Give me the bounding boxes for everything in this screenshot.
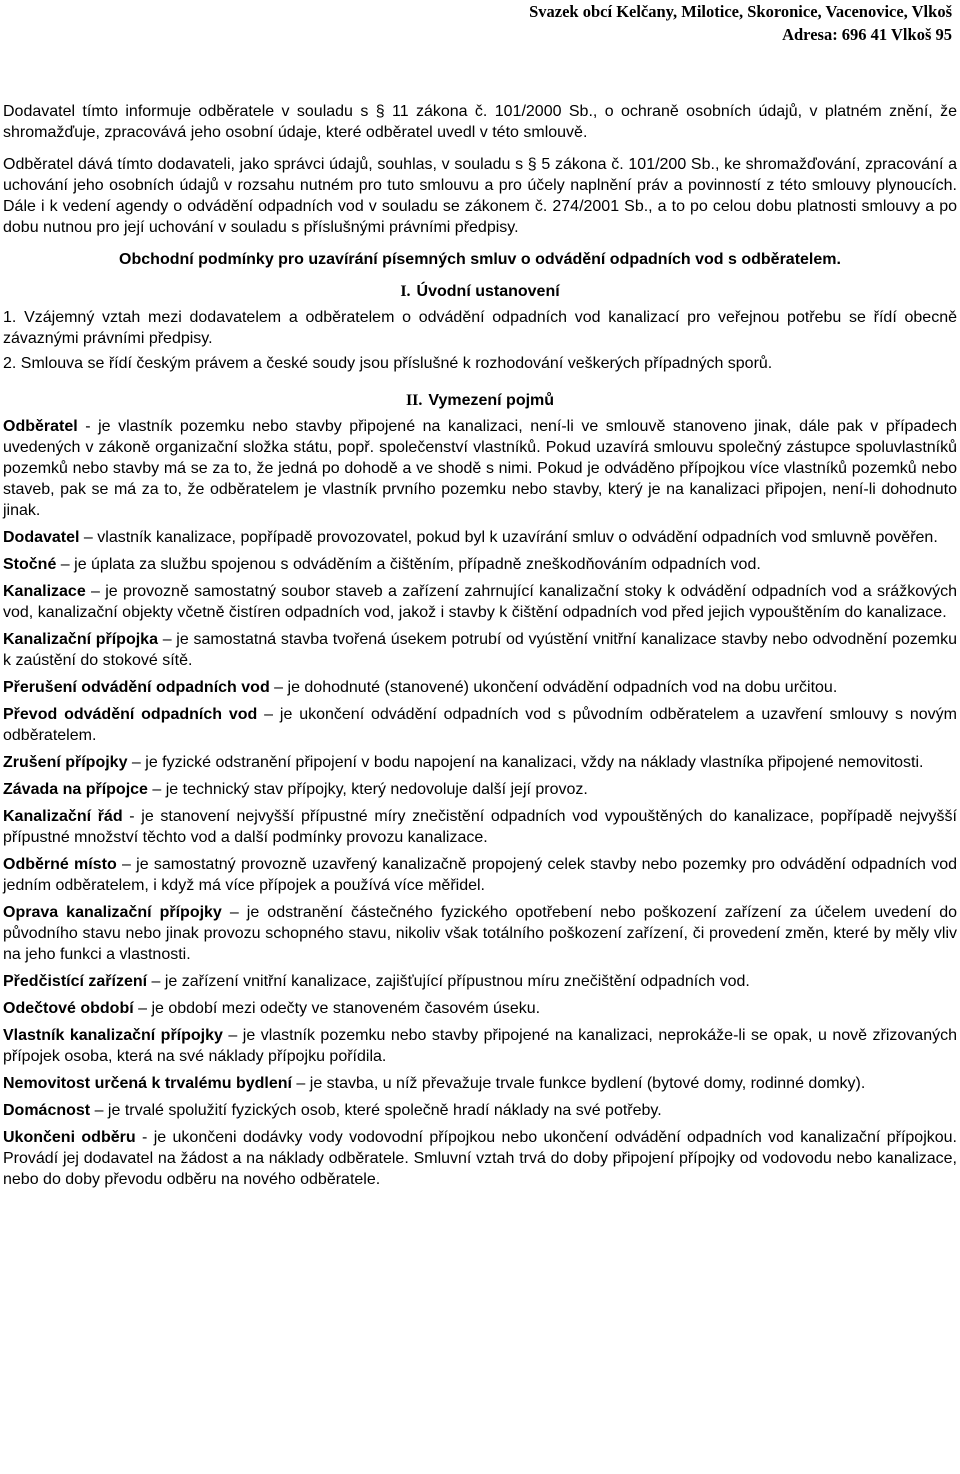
- definition-item: [3, 998, 957, 1019]
- definition-term: Kanalizace: [3, 583, 86, 600]
- definition-item: [3, 527, 957, 548]
- definition-text: – je provozně samostatný soubor staveb a zařízení zahrnující kanalizační stoky k odvádění odpadních vod a srážkových vod, kanalizační objekty včetně čistíren odpadních vod, jakož i stavby k čištění odpadních vod před jejich vypouštěním do kanalizace.: [3, 583, 957, 621]
- definition-item: [3, 677, 957, 698]
- definition-text: – je trvalé spolužití fyzických osob, které společně hradí náklady na své potřeby.: [90, 1102, 662, 1119]
- definition-text: – je odstranění částečného fyzického opotřebení nebo poškození zařízení za účelem uvedení do původního stavu nebo jinak provozu schopného stavu, nikoliv však totálního poškození zařízení, či provedení změn, které by měly vliv na jeho funkci a vlastnosti.: [3, 904, 957, 963]
- section-1-item: 1. Vzájemný vztah mezi dodavatelem a odběratelem o odvádění odpadních vod kanalizací pro veřejnou potřebu se řídí obecně závaznými právními předpisy.: [3, 309, 957, 347]
- definition-term: Zrušení přípojky: [3, 754, 128, 771]
- definition-item: [3, 581, 957, 623]
- definition-item: [3, 1127, 957, 1190]
- definition-text: – je období mezi odečty ve stanoveném časovém úseku.: [133, 1000, 541, 1017]
- definition-text: – je zařízení vnitřní kanalizace, zajišťující přípustnou míru znečištění odpadních vod.: [147, 973, 750, 990]
- definition-item: [3, 902, 957, 965]
- section-2-number: II.: [405, 392, 423, 409]
- definition-term: Předčistící zařízení: [3, 973, 148, 990]
- definition-text: – je samostatný provozně uzavřený kanalizačně propojený celek stavby nebo pozemky pro odvádění odpadních vod jedním odběratelem, i když má více přípojek a používá více měřidel.: [3, 856, 958, 894]
- section-1-title: Úvodní ustanovení: [416, 283, 560, 300]
- section-2-title: Vymezení pojmů: [428, 392, 555, 409]
- definition-text: – je stavba, u níž převažuje trvale funkce bydlení (bytové domy, rodinné domky).: [291, 1075, 866, 1092]
- definition-text: – je dohodnuté (stanovené) ukončení odvádění odpadních vod na dobu určitou.: [269, 679, 838, 696]
- definition-item: [3, 554, 957, 575]
- consent-paragraph: Odběratel dává tímto dodavateli, jako správci údajů, souhlas, v souladu s § 5 zákona č. 101/200 Sb., ke shromažďování, zpracování a uchování jeho osobních údajů v rozsahu nutném pro tuto smlouvu a pro účely naplnění práv a povinností z této smlouvy plynoucích. Dále i k vedení agendy o odvádění odpadních vod v souladu se zákonem č. 274/2001 Sb., a to po celou dobu platnosti smlouvy a po dobu nutnou pro její uchování v souladu s příslušnými právními předpisy.: [3, 156, 957, 236]
- definition-text: – je vlastník pozemku nebo stavby připojené na kanalizaci, neprokáže-li se opak, u nově zřizovaných přípojek osoba, která na své náklady přípojku pořídila.: [3, 1027, 958, 1065]
- definitions-list: [3, 416, 957, 1190]
- definition-item: [3, 629, 957, 671]
- definition-text: – je samostatná stavba tvořená úsekem potrubí od vyústění vnitřní kanalizace stavby nebo odvodnění pozemku k zaústění do stokové sítě.: [3, 631, 957, 669]
- section-1-heading: [3, 281, 957, 302]
- definition-term: Odběrné místo: [3, 856, 117, 873]
- section-2-heading: [3, 390, 957, 411]
- section-1-number: I.: [400, 283, 411, 300]
- definition-term: Ukončeni odběru: [3, 1129, 136, 1146]
- definition-item: [3, 1100, 957, 1121]
- definition-text: – vlastník kanalizace, popřípadě provozovatel, pokud byl k uzavírání smluv o odvádění odpadních vod smluvně pověřen.: [79, 529, 938, 546]
- definition-term: Stočné: [3, 556, 57, 573]
- definition-term: Převod odvádění odpadních vod: [3, 706, 258, 723]
- definition-text: – je fyzické odstranění připojení v bodu napojení na kanalizaci, vždy na náklady vlastníka připojené nemovitosti.: [127, 754, 924, 771]
- definition-item: [3, 1073, 957, 1094]
- definition-item: [3, 806, 957, 848]
- definition-item: [3, 416, 957, 521]
- definition-term: Domácnost: [3, 1102, 91, 1119]
- definition-term: Odběratel: [3, 418, 78, 435]
- definition-item: [3, 704, 957, 746]
- definition-term: Kanalizační řád: [3, 808, 123, 825]
- definition-text: - je ukončeni dodávky vody vodovodní přípojkou nebo ukončení odvádění odpadních vod kanalizační přípojkou. Provádí jej dodavatel na žádost a na náklady odběratele. Smluvní vztah trvá do doby připojení přípojky od vodovodu nebo kanalizace, nebo do doby převodu odběru na nového odběratele.: [3, 1129, 957, 1188]
- definition-term: Odečtové období: [3, 1000, 134, 1017]
- definition-term: Dodavatel: [3, 529, 80, 546]
- definition-text: – je úplata za službu spojenou s odváděním a čištěním, případně zneškodňováním odpadních vod.: [56, 556, 761, 573]
- definition-item: [3, 971, 957, 992]
- definition-item: [3, 752, 957, 773]
- definition-term: Přerušení odvádění odpadních vod: [3, 679, 270, 696]
- definition-item: [3, 779, 957, 800]
- definition-term: Kanalizační přípojka: [3, 631, 158, 648]
- definition-item: [3, 854, 957, 896]
- privacy-notice-paragraph: Dodavatel tímto informuje odběratele v souladu s § 11 zákona č. 101/2000 Sb., o ochraně osobních údajů, v platném znění, že shromažďuje, zpracovává jeho osobní údaje, které odběratel uvedl v této smlouvě.: [3, 103, 957, 141]
- section-1-item: 2. Smlouva se řídí českým právem a české soudy jsou příslušné k rozhodování veškerých případných sporů.: [3, 355, 773, 372]
- main-title: Obchodní podmínky pro uzavírání písemných smluv o odvádění odpadních vod s odběratelem.: [119, 251, 841, 268]
- definition-text: - je vlastník pozemku nebo stavby připojené na kanalizaci, není-li ve smlouvě stanoveno jinak, dále pak v případech uvedených v zákoně organizační složka státu, popř. společenství vlastníků. Pokud uzavírá smlouvu společný zástupce spoluvlastníků pozemků nebo stavby má se za to, že jedná po dohodě a ve shodě s nimi. Pokud je odváděno přípojkou více vlastníků pozemků nebo staveb, pak se má za to, že odběratelem je vlastník prvního pozemku nebo stavby, který je na kanalizaci připojen, není-li dohodnuto jinak.: [3, 418, 957, 519]
- definition-text: – je ukončení odvádění odpadních vod s původním odběratelem a uzavření smlouvy s novým odběratelem.: [3, 706, 958, 744]
- header-address: Adresa: 696 41 Vlkoš 95: [782, 25, 952, 44]
- definition-item: [3, 1025, 957, 1067]
- header-organization: Svazek obcí Kelčany, Milotice, Skoronice, Vacenovice, Vlkoš: [529, 2, 952, 21]
- definition-term: Vlastník kanalizační přípojky: [3, 1027, 223, 1044]
- definition-term: Nemovitost určená k trvalému bydlení: [3, 1075, 292, 1092]
- document-body: [3, 101, 957, 1196]
- document-header: [529, 0, 952, 46]
- definition-text: - je stanovení nejvyšší přípustné míry znečistění odpadních vod vypouštěných do kanalizace, popřípadě nejvyšší přípustné množství těchto vod a další podmínky provozu kanalizace.: [3, 808, 957, 846]
- definition-text: – je technický stav přípojky, který nedovoluje další její provoz.: [147, 781, 588, 798]
- definition-term: Oprava kanalizační přípojky: [3, 904, 222, 921]
- definition-term: Závada na přípojce: [3, 781, 148, 798]
